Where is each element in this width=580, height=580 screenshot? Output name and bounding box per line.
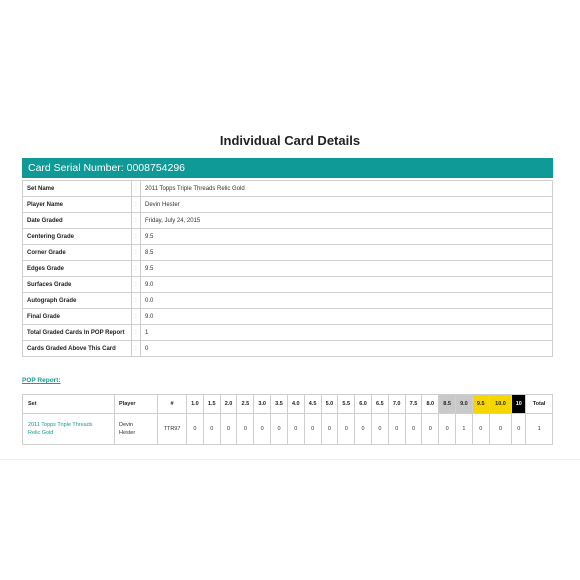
detail-separator: : bbox=[132, 245, 141, 261]
detail-separator: : bbox=[132, 229, 141, 245]
detail-separator: : bbox=[132, 261, 141, 277]
detail-separator: : bbox=[132, 213, 141, 229]
pop-count-cell: 0 bbox=[405, 414, 422, 445]
detail-label: Autograph Grade bbox=[23, 293, 132, 309]
detail-row bbox=[23, 245, 553, 261]
pop-count-cell[interactable]: 1 bbox=[456, 414, 473, 445]
pop-card-number: TTR97 bbox=[158, 414, 187, 445]
detail-label: Set Name bbox=[23, 181, 132, 197]
pop-header-grade: 3.5 bbox=[271, 395, 288, 414]
detail-value: 1 bbox=[141, 325, 553, 341]
pop-header-grade: 2.5 bbox=[237, 395, 254, 414]
pop-header-number: # bbox=[158, 395, 187, 414]
detail-value: 0 bbox=[141, 341, 553, 357]
pop-count-cell: 0 bbox=[187, 414, 204, 445]
pop-count-cell: 0 bbox=[203, 414, 220, 445]
detail-label: Total Graded Cards In POP Report bbox=[23, 325, 132, 341]
detail-row bbox=[23, 325, 553, 341]
detail-value: 9.5 bbox=[141, 261, 553, 277]
pop-header-grade: 6.5 bbox=[371, 395, 388, 414]
detail-row bbox=[23, 277, 553, 293]
pop-count-cell: 0 bbox=[439, 414, 456, 445]
pop-player-cell bbox=[115, 414, 158, 445]
detail-label: Cards Graded Above This Card bbox=[23, 341, 132, 357]
pop-count-cell: 0 bbox=[512, 414, 526, 445]
pop-header-set: Set bbox=[23, 395, 115, 414]
pop-header-grade: 7.0 bbox=[388, 395, 405, 414]
pop-header-grade: 1.5 bbox=[203, 395, 220, 414]
detail-value: 2011 Topps Triple Threads Relic Gold bbox=[141, 181, 553, 197]
pop-header-grade: 5.0 bbox=[321, 395, 338, 414]
pop-count-cell: 0 bbox=[287, 414, 304, 445]
detail-separator: : bbox=[132, 277, 141, 293]
pop-header-grade: 10 bbox=[512, 395, 526, 414]
pop-header-grade: 4.0 bbox=[287, 395, 304, 414]
detail-value: 0.0 bbox=[141, 293, 553, 309]
detail-value: Friday, July 24, 2015 bbox=[141, 213, 553, 229]
detail-value: 8.5 bbox=[141, 245, 553, 261]
pop-count-cell: 0 bbox=[254, 414, 271, 445]
pop-count-cell: 0 bbox=[355, 414, 372, 445]
pop-player-line1: Devin bbox=[119, 422, 134, 428]
pop-count-cell: 0 bbox=[422, 414, 439, 445]
pop-count-cell: 0 bbox=[304, 414, 321, 445]
pop-set-line2: Relic Gold bbox=[28, 430, 54, 436]
detail-label: Edges Grade bbox=[23, 261, 132, 277]
pop-header-grade: 2.0 bbox=[220, 395, 237, 414]
card-serial-header: Card Serial Number: 0008754296 bbox=[22, 158, 553, 178]
pop-count-cell: 0 bbox=[321, 414, 338, 445]
pop-count-cell: 0 bbox=[338, 414, 355, 445]
pop-count-cell: 0 bbox=[271, 414, 288, 445]
pop-header-grade: 10.0 bbox=[489, 395, 512, 414]
detail-separator: : bbox=[132, 309, 141, 325]
pop-set-line1: 2011 Topps Triple Threads bbox=[28, 422, 93, 428]
pop-count-cell: 0 bbox=[472, 414, 489, 445]
pop-set-link[interactable] bbox=[23, 414, 115, 445]
detail-row bbox=[23, 213, 553, 229]
detail-label: Player Name bbox=[23, 197, 132, 213]
pop-count-cell: 0 bbox=[371, 414, 388, 445]
pop-header-grade: 3.0 bbox=[254, 395, 271, 414]
pop-header-grade: 1.0 bbox=[187, 395, 204, 414]
card-details-table bbox=[22, 180, 553, 357]
pop-header-row bbox=[23, 395, 553, 414]
detail-row bbox=[23, 341, 553, 357]
detail-value: 9.0 bbox=[141, 277, 553, 293]
detail-separator: : bbox=[132, 181, 141, 197]
detail-row bbox=[23, 261, 553, 277]
pop-count-total[interactable]: 1 bbox=[526, 414, 553, 445]
detail-label: Date Graded bbox=[23, 213, 132, 229]
detail-value: 9.0 bbox=[141, 309, 553, 325]
page-title: Individual Card Details bbox=[219, 133, 361, 148]
detail-label: Corner Grade bbox=[23, 245, 132, 261]
detail-label: Final Grade bbox=[23, 309, 132, 325]
pop-data-row bbox=[23, 414, 553, 445]
detail-label: Surfaces Grade bbox=[23, 277, 132, 293]
pop-header-grade: 8.5 bbox=[439, 395, 456, 414]
detail-value: Devin Hester bbox=[141, 197, 553, 213]
pop-header-grade: 5.5 bbox=[338, 395, 355, 414]
pop-count-cell: 0 bbox=[220, 414, 237, 445]
detail-row bbox=[23, 197, 553, 213]
detail-separator: : bbox=[132, 197, 141, 213]
pop-count-cell: 0 bbox=[388, 414, 405, 445]
pop-header-grade: 9.0 bbox=[456, 395, 473, 414]
pop-report-table bbox=[22, 394, 553, 445]
detail-label: Centering Grade bbox=[23, 229, 132, 245]
detail-separator: : bbox=[132, 341, 141, 357]
detail-separator: : bbox=[132, 325, 141, 341]
pop-header-total: Total bbox=[526, 395, 553, 414]
pop-header-grade: 6.0 bbox=[355, 395, 372, 414]
pop-count-cell: 0 bbox=[489, 414, 512, 445]
pop-header-grade: 4.5 bbox=[304, 395, 321, 414]
detail-row bbox=[23, 309, 553, 325]
detail-row bbox=[23, 293, 553, 309]
pop-header-grade: 7.5 bbox=[405, 395, 422, 414]
pop-header-grade: 8.0 bbox=[422, 395, 439, 414]
detail-separator: : bbox=[132, 293, 141, 309]
pop-header-player: Player bbox=[115, 395, 158, 414]
detail-row bbox=[23, 229, 553, 245]
detail-row bbox=[23, 181, 553, 197]
pop-report-link[interactable]: POP Report: bbox=[22, 377, 61, 384]
pop-header-grade: 9.5 bbox=[472, 395, 489, 414]
detail-value: 9.5 bbox=[141, 229, 553, 245]
footer-band bbox=[0, 459, 580, 580]
pop-count-cell: 0 bbox=[237, 414, 254, 445]
pop-player-line2: Hester bbox=[119, 430, 136, 436]
